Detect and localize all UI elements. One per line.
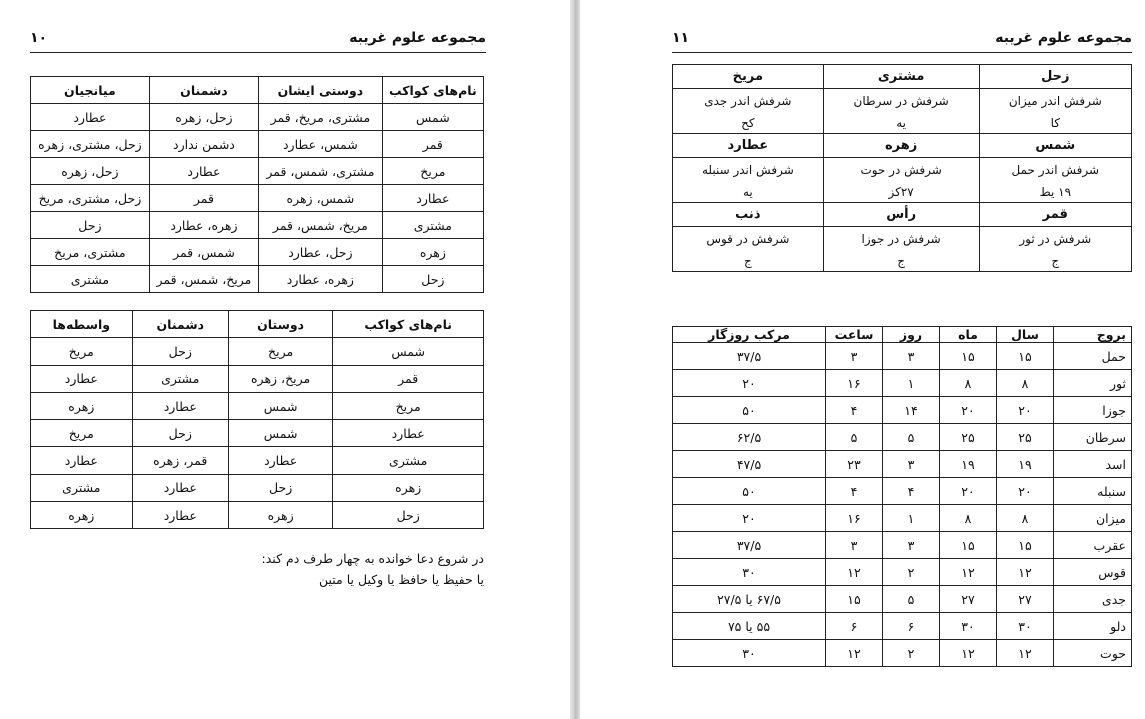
table-cell: مشتری bbox=[132, 365, 228, 392]
table-cell: ۳ bbox=[883, 532, 940, 559]
table-cell: ۴ bbox=[826, 478, 883, 505]
table-cell: شمس bbox=[979, 134, 1131, 158]
table-cell: مریخ، شمس، قمر bbox=[259, 212, 383, 239]
table-cell: مریخ bbox=[228, 338, 332, 365]
table-cell: مریخ bbox=[333, 392, 484, 419]
table-row bbox=[673, 181, 1132, 203]
column-header: دوستی ایشان bbox=[259, 77, 383, 104]
table-cell: جدی bbox=[1054, 586, 1132, 613]
table-cell: میزان bbox=[1054, 505, 1132, 532]
table-row bbox=[673, 343, 1132, 370]
table-cell: ۳۰ bbox=[673, 559, 826, 586]
table-cell: یه bbox=[823, 112, 979, 134]
table-row bbox=[31, 392, 484, 419]
left-page-header bbox=[30, 30, 486, 53]
table-cell: ۲۵ bbox=[940, 424, 997, 451]
table-cell: ۳۰ bbox=[940, 613, 997, 640]
note-line: در شروع دعا خوانده به چهار طرف دم کند: bbox=[261, 551, 484, 566]
table-header-row bbox=[31, 77, 484, 104]
table-cell: ۲ bbox=[883, 559, 940, 586]
table-cell: شرفش در جوزا bbox=[823, 227, 979, 251]
right-page bbox=[580, 0, 1145, 719]
table-row bbox=[673, 613, 1132, 640]
table-cell: ۱۲ bbox=[826, 640, 883, 667]
table-row bbox=[31, 104, 484, 131]
table-cell: ۳ bbox=[883, 343, 940, 370]
table-cell: شمس bbox=[228, 420, 332, 447]
table-cell: مریخ، زهره bbox=[228, 365, 332, 392]
table-header-row bbox=[673, 65, 1132, 89]
table-cell: ذنب bbox=[673, 203, 824, 227]
table-cell: ۵ bbox=[883, 424, 940, 451]
table-cell: شمس bbox=[333, 338, 484, 365]
table-row bbox=[673, 112, 1132, 134]
table-cell: ۱۶ bbox=[826, 505, 883, 532]
right-page-header bbox=[672, 30, 1132, 53]
table-cell: مریخ bbox=[673, 65, 824, 89]
column-header: دشمنان bbox=[132, 311, 228, 338]
table-cell: یه bbox=[673, 181, 824, 203]
table-cell: ۶ bbox=[826, 613, 883, 640]
table-cell: ۱۵ bbox=[997, 343, 1054, 370]
table-cell: زهره bbox=[333, 474, 484, 501]
table-cell: زحل bbox=[979, 65, 1131, 89]
table-cell: زهره، عطارد bbox=[259, 266, 383, 293]
table-cell: ۶۷/۵ یا ۲۷/۵ bbox=[673, 586, 826, 613]
table-cell: ۴ bbox=[883, 478, 940, 505]
table-cell: ۱۲ bbox=[826, 559, 883, 586]
table-cell: زهره bbox=[823, 134, 979, 158]
table-cell: زحل bbox=[31, 212, 150, 239]
table-row bbox=[31, 212, 484, 239]
table-cell: ۲۰ bbox=[673, 370, 826, 397]
table-row bbox=[673, 559, 1132, 586]
left-page bbox=[0, 0, 570, 719]
table-cell: ۱۲ bbox=[997, 640, 1054, 667]
table-cell: ۳۷/۵ bbox=[673, 343, 826, 370]
table-cell: سرطان bbox=[1054, 424, 1132, 451]
table-cell: شرفش در حوت bbox=[823, 158, 979, 182]
column-header: مرکب روزگار bbox=[673, 327, 826, 343]
table-cell: شرفش اندر میزان bbox=[979, 89, 1131, 113]
table-cell: ۱۶ bbox=[826, 370, 883, 397]
table-row bbox=[31, 447, 484, 474]
planet-relations-table bbox=[30, 76, 484, 293]
table-row bbox=[31, 338, 484, 365]
table-cell: مریخ bbox=[31, 420, 133, 447]
table-cell: شرفش در سرطان bbox=[823, 89, 979, 113]
table-cell: ۵۰ bbox=[673, 478, 826, 505]
table-cell: ۱۵ bbox=[940, 343, 997, 370]
table-cell: سنبله bbox=[1054, 478, 1132, 505]
table-row bbox=[673, 424, 1132, 451]
table-cell: مریخ، شمس، قمر bbox=[149, 266, 258, 293]
table-cell: ۵ bbox=[883, 586, 940, 613]
table-cell: ۳۰ bbox=[997, 613, 1054, 640]
table-cell: مریخ bbox=[382, 158, 483, 185]
table-cell: مشتری bbox=[31, 474, 133, 501]
table-cell: ۲۳ bbox=[826, 451, 883, 478]
table-cell: ۴۷/۵ bbox=[673, 451, 826, 478]
table-cell: مشتری، شمس، قمر bbox=[259, 158, 383, 185]
table-cell: مشتری، مریخ، قمر bbox=[259, 104, 383, 131]
table-cell: زحل bbox=[228, 474, 332, 501]
table-cell: حوت bbox=[1054, 640, 1132, 667]
table-cell: ۲۵ bbox=[997, 424, 1054, 451]
table-row bbox=[673, 640, 1132, 667]
table-cell: ۳۰ bbox=[673, 640, 826, 667]
table-cell: قمر، زهره bbox=[132, 447, 228, 474]
table-cell: رأس bbox=[823, 203, 979, 227]
column-header: نام‌های کواکب bbox=[382, 77, 483, 104]
table-cell: ۸ bbox=[940, 505, 997, 532]
table-cell: عطارد bbox=[333, 420, 484, 447]
table-cell: ۶۲/۵ bbox=[673, 424, 826, 451]
table-cell: ۸ bbox=[940, 370, 997, 397]
table-cell: زهره، عطارد bbox=[149, 212, 258, 239]
table-cell: دشمن ندارد bbox=[149, 131, 258, 158]
table-cell: قمر bbox=[333, 365, 484, 392]
table-cell: زحل bbox=[382, 266, 483, 293]
table-cell: عطارد bbox=[228, 447, 332, 474]
table-cell: ۲۰ bbox=[940, 478, 997, 505]
table-cell: ۱۵ bbox=[997, 532, 1054, 559]
column-header: واسطه‌ها bbox=[31, 311, 133, 338]
book-gutter bbox=[570, 0, 580, 719]
column-header: میانجیان bbox=[31, 77, 150, 104]
table-cell: ۲۷ bbox=[940, 586, 997, 613]
table-cell: ۲۰ bbox=[940, 397, 997, 424]
table-cell: قمر bbox=[149, 185, 258, 212]
table-cell: ۱۲ bbox=[997, 559, 1054, 586]
table-cell: عطارد bbox=[132, 392, 228, 419]
table-cell: ۱۲ bbox=[940, 559, 997, 586]
right-page-number: ۱۱ bbox=[672, 30, 690, 46]
left-header-title: مجموعه علوم غریبه bbox=[349, 30, 486, 46]
table-row bbox=[673, 250, 1132, 272]
table-row bbox=[31, 474, 484, 501]
table-cell: مشتری، مریخ bbox=[31, 239, 150, 266]
table-cell: شمس bbox=[382, 104, 483, 131]
table-cell: ۲ bbox=[883, 640, 940, 667]
table-cell: ۳ bbox=[883, 451, 940, 478]
table-cell: عطارد bbox=[31, 365, 133, 392]
table-row bbox=[31, 420, 484, 447]
table-cell: عطارد bbox=[673, 134, 824, 158]
table-header-row bbox=[673, 203, 1132, 227]
table-cell: ۱ bbox=[883, 505, 940, 532]
table-cell: ۴ bbox=[826, 397, 883, 424]
table-cell: عطارد bbox=[31, 104, 150, 131]
table-cell: ۱۴ bbox=[883, 397, 940, 424]
table-cell: شمس، زهره bbox=[259, 185, 383, 212]
table-cell: ۱۹ bbox=[997, 451, 1054, 478]
table-cell: ۲۰ bbox=[673, 505, 826, 532]
table-cell: ج bbox=[673, 250, 824, 272]
table-cell: زهره bbox=[31, 502, 133, 529]
table-row bbox=[673, 158, 1132, 182]
table-cell: ۶ bbox=[883, 613, 940, 640]
table-cell: ثور bbox=[1054, 370, 1132, 397]
table-cell: کا bbox=[979, 112, 1131, 134]
table-cell: شرفش در ثور bbox=[979, 227, 1131, 251]
planet-friends-table bbox=[30, 310, 484, 529]
table-cell: ۳ bbox=[826, 343, 883, 370]
column-header: دوستان bbox=[228, 311, 332, 338]
table-cell: مشتری bbox=[333, 447, 484, 474]
table-cell: مریخ bbox=[31, 338, 133, 365]
table-cell: ۵ bbox=[826, 424, 883, 451]
table-cell: دلو bbox=[1054, 613, 1132, 640]
planet-exaltation-table bbox=[672, 64, 1132, 272]
note-line: یا حفیظ یا حافظ یا وکیل یا متین bbox=[318, 572, 484, 587]
table-cell: قمر bbox=[979, 203, 1131, 227]
table-cell: زحل، مشتری، مریخ bbox=[31, 185, 150, 212]
zodiac-table bbox=[672, 326, 1132, 667]
table-cell: ۱۵ bbox=[940, 532, 997, 559]
table-cell: ۳۷/۵ bbox=[673, 532, 826, 559]
table-cell: مشتری bbox=[823, 65, 979, 89]
table-cell: زحل bbox=[333, 502, 484, 529]
table-cell: زحل bbox=[132, 420, 228, 447]
column-header: بروج bbox=[1054, 327, 1132, 343]
table-cell: ۱ bbox=[883, 370, 940, 397]
table-cell: زحل bbox=[132, 338, 228, 365]
table-cell: زحل، زهره bbox=[149, 104, 258, 131]
table-row bbox=[31, 365, 484, 392]
table-cell: مشتری bbox=[31, 266, 150, 293]
table-cell: ۱۲ bbox=[940, 640, 997, 667]
table-row bbox=[31, 239, 484, 266]
column-header: سال bbox=[997, 327, 1054, 343]
table-row bbox=[673, 89, 1132, 113]
table-cell: ۵۰ bbox=[673, 397, 826, 424]
table-cell: ۲۷کز bbox=[823, 181, 979, 203]
table-cell: زحل، زهره bbox=[31, 158, 150, 185]
table-header-row bbox=[673, 327, 1132, 343]
right-header-title: مجموعه علوم غریبه bbox=[995, 30, 1132, 46]
table-cell: عطارد bbox=[132, 474, 228, 501]
table-cell: شرفش اندر جدی bbox=[673, 89, 824, 113]
left-page-number: ۱۰ bbox=[30, 30, 48, 46]
table-cell: عقرب bbox=[1054, 532, 1132, 559]
table-cell: قوس bbox=[1054, 559, 1132, 586]
table-cell: ۲۰ bbox=[997, 478, 1054, 505]
table-cell: زحل، عطارد bbox=[259, 239, 383, 266]
column-header: نام‌های کواکب bbox=[333, 311, 484, 338]
table-cell: شرفش اندر حمل bbox=[979, 158, 1131, 182]
table-row bbox=[673, 451, 1132, 478]
table-cell: اسد bbox=[1054, 451, 1132, 478]
table-cell: ج bbox=[979, 250, 1131, 272]
table-cell: شمس، قمر bbox=[149, 239, 258, 266]
table-header-row bbox=[31, 311, 484, 338]
column-header: ماه bbox=[940, 327, 997, 343]
table-row bbox=[31, 266, 484, 293]
table-row bbox=[673, 397, 1132, 424]
table-row bbox=[31, 131, 484, 158]
table-cell: ۸ bbox=[997, 370, 1054, 397]
table-cell: عطارد bbox=[132, 502, 228, 529]
table-row bbox=[673, 478, 1132, 505]
table-cell: زحل، مشتری، زهره bbox=[31, 131, 150, 158]
table-cell: کح bbox=[673, 112, 824, 134]
column-header: ساعت bbox=[826, 327, 883, 343]
table-cell: ۵۵ یا ۷۵ bbox=[673, 613, 826, 640]
table-cell: ۸ bbox=[997, 505, 1054, 532]
table-cell: عطارد bbox=[149, 158, 258, 185]
table-cell: حمل bbox=[1054, 343, 1132, 370]
table-cell: زهره bbox=[228, 502, 332, 529]
table-cell: شمس bbox=[228, 392, 332, 419]
table-cell: شمس، عطارد bbox=[259, 131, 383, 158]
table-row bbox=[31, 185, 484, 212]
table-cell: ۱۹ bbox=[940, 451, 997, 478]
table-row bbox=[673, 227, 1132, 251]
table-cell: ۳ bbox=[826, 532, 883, 559]
table-row bbox=[673, 505, 1132, 532]
table-cell: شرفش اندر سنبله bbox=[673, 158, 824, 182]
prayer-note bbox=[30, 548, 484, 590]
table-cell: جوزا bbox=[1054, 397, 1132, 424]
table-cell: زهره bbox=[382, 239, 483, 266]
table-row bbox=[673, 532, 1132, 559]
table-row bbox=[673, 586, 1132, 613]
table-row bbox=[31, 158, 484, 185]
table-cell: ۲۰ bbox=[997, 397, 1054, 424]
table-cell: ۱۵ bbox=[826, 586, 883, 613]
table-cell: ج bbox=[823, 250, 979, 272]
table-cell: شرفش در قوس bbox=[673, 227, 824, 251]
table-cell: عطارد bbox=[382, 185, 483, 212]
table-cell: ۱۹ یط bbox=[979, 181, 1131, 203]
column-header: دشمنان bbox=[149, 77, 258, 104]
table-header-row bbox=[673, 134, 1132, 158]
table-cell: زهره bbox=[31, 392, 133, 419]
table-row bbox=[673, 370, 1132, 397]
table-row bbox=[31, 502, 484, 529]
table-cell: عطارد bbox=[31, 447, 133, 474]
table-cell: قمر bbox=[382, 131, 483, 158]
column-header: روز bbox=[883, 327, 940, 343]
table-cell: مشتری bbox=[382, 212, 483, 239]
table-cell: ۲۷ bbox=[997, 586, 1054, 613]
